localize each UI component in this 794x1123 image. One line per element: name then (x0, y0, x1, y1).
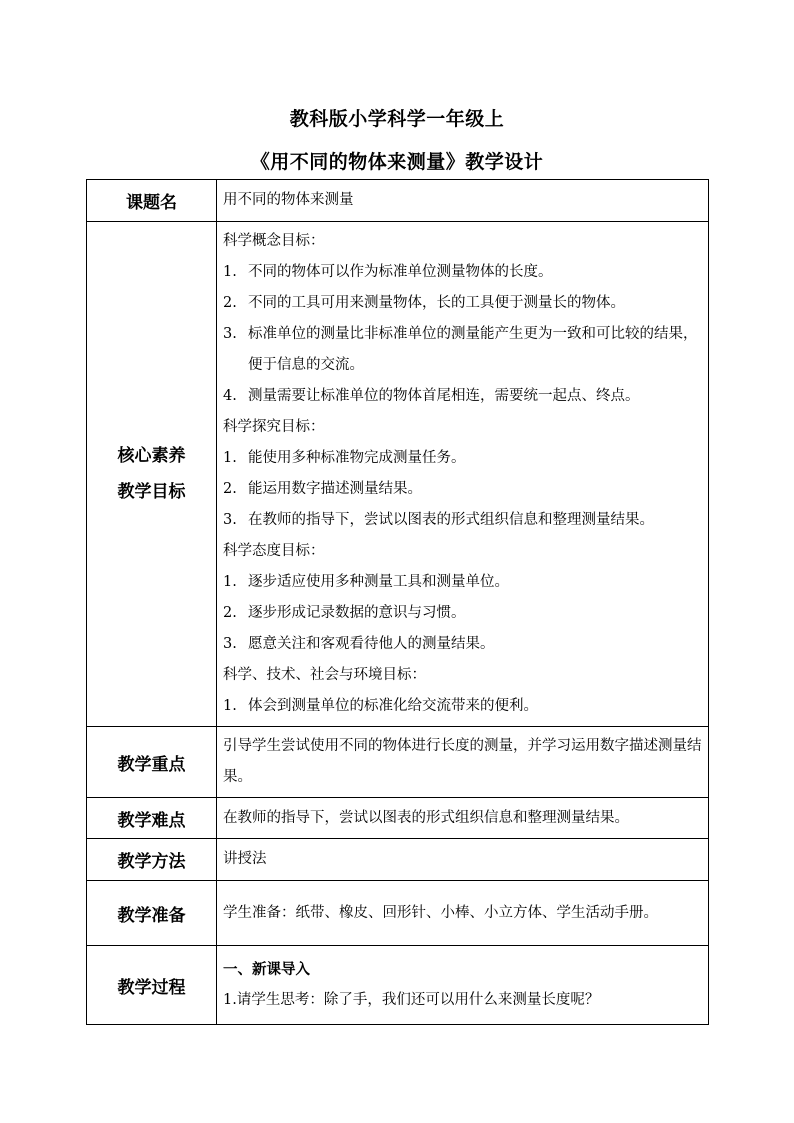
goal-section-heading: 科学、技术、社会与环境目标： (223, 667, 426, 683)
document-title-line2: 《用不同的物体来测量》教学设计 (250, 151, 544, 173)
value-topic: 用不同的物体来测量 (217, 180, 709, 222)
goal-item-text: 不同的物体可以作为标准单位测量物体的长度。 (248, 264, 553, 280)
label-method: 教学方法 (87, 839, 217, 881)
goal-item-text: 在教师的指导下，尝试以图表的形式组织信息和整理测量结果。 (248, 512, 654, 528)
goal-item-number: 3. (223, 512, 237, 528)
goal-item-text: 不同的工具可用来测量物体，长的工具便于测量长的物体。 (248, 295, 625, 311)
goal-item-number: 1. (223, 450, 237, 466)
label-goals-line1: 核心素养 (117, 446, 186, 466)
label-goals (87, 222, 217, 727)
goal-item (223, 319, 702, 381)
goal-item (223, 443, 702, 474)
label-process: 教学过程 (87, 946, 217, 1025)
goal-item-text: 逐步形成记录数据的意识与习惯。 (248, 605, 466, 621)
goal-item-text: 逐步适应使用多种测量工具和测量单位。 (248, 574, 509, 590)
process-line: 1.请学生思考：除了手，我们还可以用什么来测量长度呢？ (223, 992, 600, 1008)
goal-item-text: 能使用多种标准物完成测量任务。 (248, 450, 466, 466)
goal-item-number: 1. (223, 698, 237, 714)
row-preparation (87, 881, 709, 946)
goal-item (223, 567, 702, 598)
value-difficulty: 在教师的指导下，尝试以图表的形式组织信息和整理测量结果。 (217, 798, 709, 839)
label-difficulty: 教学难点 (87, 798, 217, 839)
document-title-line1: 教科版小学科学一年级上 (289, 108, 505, 130)
goal-item (223, 474, 702, 505)
goal-item-number: 2. (223, 605, 237, 621)
goal-item-number: 1. (223, 264, 237, 280)
goal-item-number: 4. (223, 388, 237, 404)
goal-item-number: 2. (223, 481, 237, 497)
row-difficulty (87, 798, 709, 839)
process-heading: 一、新课导入 (223, 961, 310, 978)
goal-section-heading: 科学态度目标： (223, 543, 325, 559)
value-key-point: 引导学生尝试使用不同的物体进行长度的测量，并学习运用数字描述测量结果。 (217, 727, 709, 798)
label-preparation: 教学准备 (87, 881, 217, 946)
row-topic (87, 180, 709, 222)
row-goals (87, 222, 709, 727)
goal-item (223, 691, 702, 722)
goal-section-heading: 科学探究目标： (223, 419, 325, 435)
value-process (217, 946, 709, 1025)
goal-item-text: 能运用数字描述测量结果。 (248, 481, 422, 497)
row-method (87, 839, 709, 881)
goal-item-text: 标准单位的测量比非标准单位的测量能产生更为一致和可比较的结果，便于信息的交流。 (248, 326, 698, 373)
value-preparation: 学生准备：纸带、橡皮、回形针、小棒、小立方体、学生活动手册。 (217, 881, 709, 946)
goal-item (223, 629, 702, 660)
value-goals (217, 222, 709, 727)
goal-item-number: 2. (223, 295, 237, 311)
goal-item (223, 598, 702, 629)
goal-item-number: 3. (223, 326, 237, 342)
label-goals-line2: 教学目标 (117, 482, 186, 502)
row-process (87, 946, 709, 1025)
goal-item (223, 505, 702, 536)
goal-item-text: 测量需要让标准单位的物体首尾相连，需要统一起点、终点。 (248, 388, 640, 404)
goal-section-heading: 科学概念目标： (223, 233, 325, 249)
goal-item-number: 1. (223, 574, 237, 590)
goal-item-text: 体会到测量单位的标准化给交流带来的便利。 (248, 698, 538, 714)
goal-item-text: 愿意关注和客观看待他人的测量结果。 (248, 636, 495, 652)
label-topic: 课题名 (87, 180, 217, 222)
row-key-point (87, 727, 709, 798)
goal-item (223, 257, 702, 288)
label-key-point: 教学重点 (87, 727, 217, 798)
goal-item (223, 288, 702, 319)
goal-item (223, 381, 702, 412)
goal-item-number: 3. (223, 636, 237, 652)
value-method: 讲授法 (217, 839, 709, 881)
lesson-plan-table (86, 179, 709, 1025)
